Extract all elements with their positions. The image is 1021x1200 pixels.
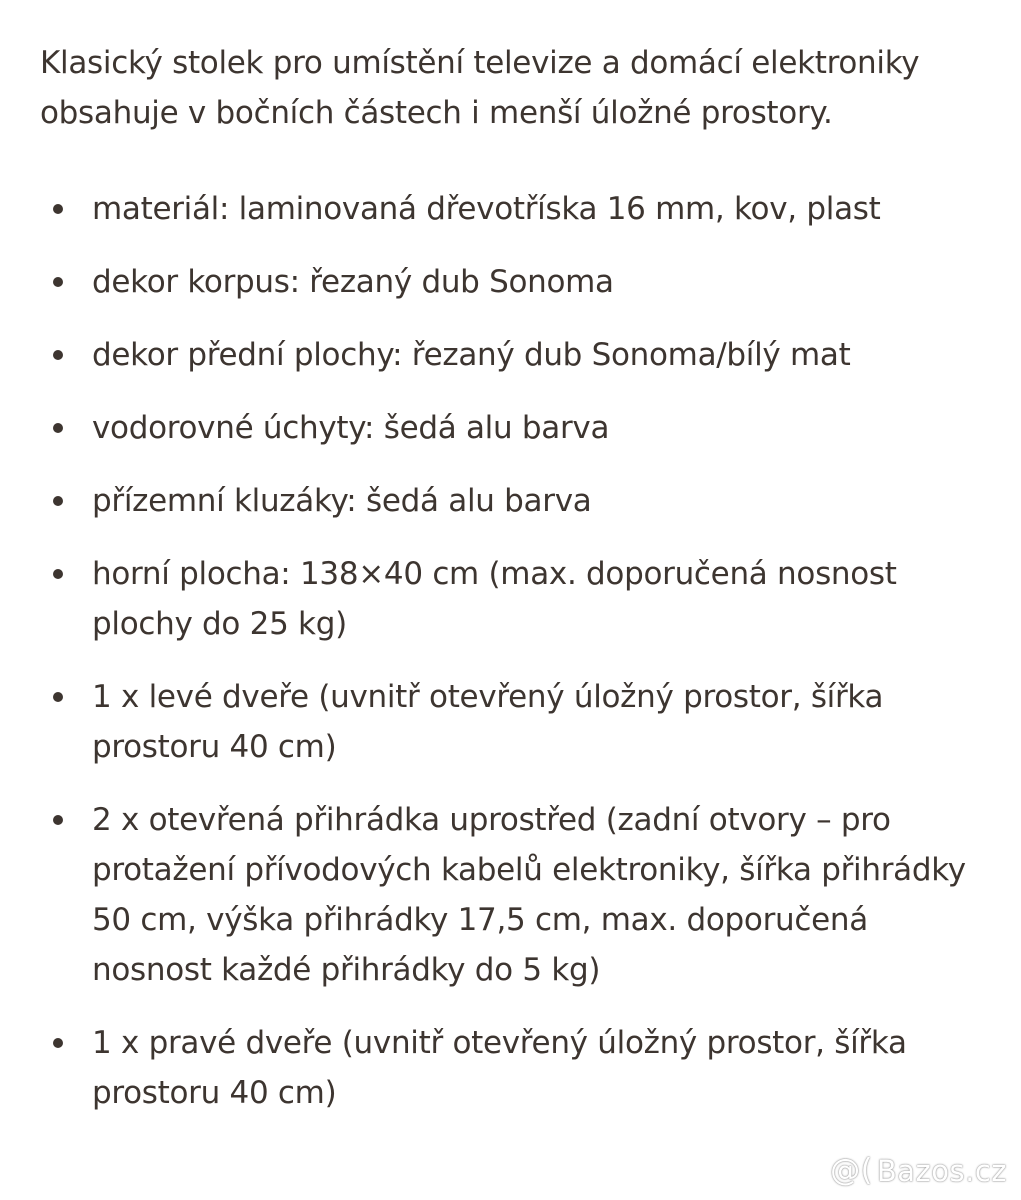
list-item xyxy=(40,476,990,526)
spec-list xyxy=(40,184,990,1118)
bullet-icon xyxy=(53,692,63,702)
list-item-text: vodorovné úchyty: šedá alu barva xyxy=(92,410,610,446)
bullet-icon xyxy=(53,204,63,214)
bullet-icon xyxy=(53,277,63,287)
bazos-logo-icon: @( xyxy=(830,1153,873,1188)
bullet-icon xyxy=(53,815,63,825)
list-item xyxy=(40,795,990,995)
list-item xyxy=(40,403,990,453)
list-item-text: dekor korpus: řezaný dub Sonoma xyxy=(92,264,614,300)
bazos-watermark xyxy=(830,1153,1007,1188)
list-item-text: přízemní kluzáky: šedá alu barva xyxy=(92,483,592,519)
bullet-icon xyxy=(53,496,63,506)
list-item-text: 1 x pravé dveře (uvnitř otevřený úložný prostor, šířka prostoru 40 cm) xyxy=(92,1025,907,1111)
list-item xyxy=(40,672,990,772)
list-item xyxy=(40,1018,990,1118)
bullet-icon xyxy=(53,569,63,579)
list-item-text: 1 x levé dveře (uvnitř otevřený úložný prostor, šířka prostoru 40 cm) xyxy=(92,679,884,765)
bullet-icon xyxy=(53,350,63,360)
list-item xyxy=(40,184,990,234)
list-item-text: dekor přední plochy: řezaný dub Sonoma/bílý mat xyxy=(92,337,851,373)
list-item-text: horní plocha: 138×40 cm (max. doporučená nosnost plochy do 25 kg) xyxy=(92,556,897,642)
product-description xyxy=(40,38,990,1141)
bullet-icon xyxy=(53,1038,63,1048)
list-item xyxy=(40,330,990,380)
bullet-icon xyxy=(53,423,63,433)
list-item xyxy=(40,549,990,649)
list-item-text: materiál: laminovaná dřevotříska 16 mm, kov, plast xyxy=(92,191,881,227)
watermark-text: Bazos.cz xyxy=(876,1153,1007,1188)
intro-paragraph: Klasický stolek pro umístění televize a domácí elektroniky obsahuje v bočních částech i menší úložné prostory. xyxy=(40,45,920,131)
list-item xyxy=(40,257,990,307)
list-item-text: 2 x otevřená přihrádka uprostřed (zadní otvory – pro protažení přívodových kabelů elektroniky, šířka přihrádky 50 cm, výška přihrádky 17,5 cm, max. doporučená nosnost každé přihrádky do 5 kg) xyxy=(92,802,966,988)
